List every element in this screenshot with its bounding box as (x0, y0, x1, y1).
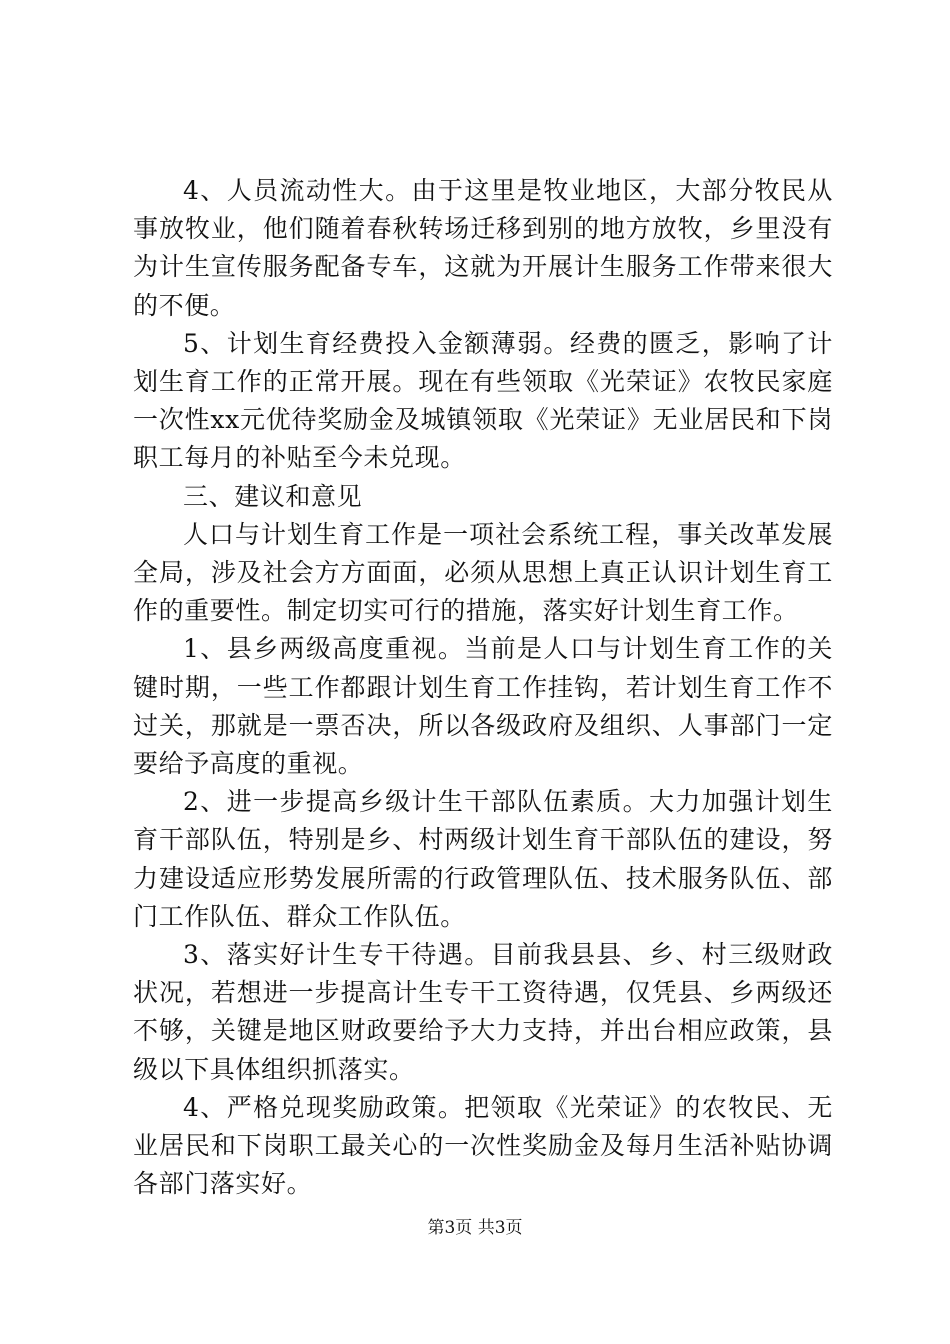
paragraph-suggestion-2: 2、进一步提高乡级计生干部队伍素质。大力加强计划生育干部队伍，特别是乡、村两级计划生育干部队伍的建设，努力建设适应形势发展所需的行政管理队伍、技术服务队伍、部门工作队伍、群众工作队伍。 (133, 787, 833, 931)
section-heading-suggestions: 三、建议和意见 (183, 481, 363, 511)
document-body (133, 172, 833, 1203)
paragraph-suggestions-intro: 人口与计划生育工作是一项社会系统工程，事关改革发展全局，涉及社会方方面面，必须从思想上真正认识计划生育工作的重要性。制定切实可行的措施，落实好计划生育工作。 (133, 519, 833, 626)
page-number-footer: 第3页 共3页 (427, 1218, 523, 1238)
paragraph-point-4-mobility: 4、人员流动性大。由于这里是牧业地区，大部分牧民从事放牧业，他们随着春秋转场迁移到别的地方放牧，乡里没有为计生宣传服务配备专车，这就为开展计生服务工作带来很大的不便。 (133, 176, 833, 320)
paragraph-suggestion-3: 3、落实好计生专干待遇。目前我县县、乡、村三级财政状况，若想进一步提高计生专干工资待遇，仅凭县、乡两级还不够，关键是地区财政要给予大力支持，并出台相应政策，县级以下具体组织抓落实。 (133, 940, 833, 1084)
paragraph-suggestion-1: 1、县乡两级高度重视。当前是人口与计划生育工作的关键时期，一些工作都跟计划生育工作挂钩，若计划生育工作不过关，那就是一票否决，所以各级政府及组织、人事部门一定要给予高度的重视。 (133, 634, 833, 779)
paragraph-suggestion-4: 4、严格兑现奖励政策。把领取《光荣证》的农牧民、无业居民和下岗职工最关心的一次性奖励金及每月生活补贴协调各部门落实好。 (133, 1092, 833, 1199)
paragraph-point-5-funding: 5、计划生育经费投入金额薄弱。经费的匮乏，影响了计划生育工作的正常开展。现在有些领取《光荣证》农牧民家庭一次性xx元优待奖励金及城镇领取《光荣证》无业居民和下岗职工每月的补贴至今未兑现。 (133, 328, 833, 473)
